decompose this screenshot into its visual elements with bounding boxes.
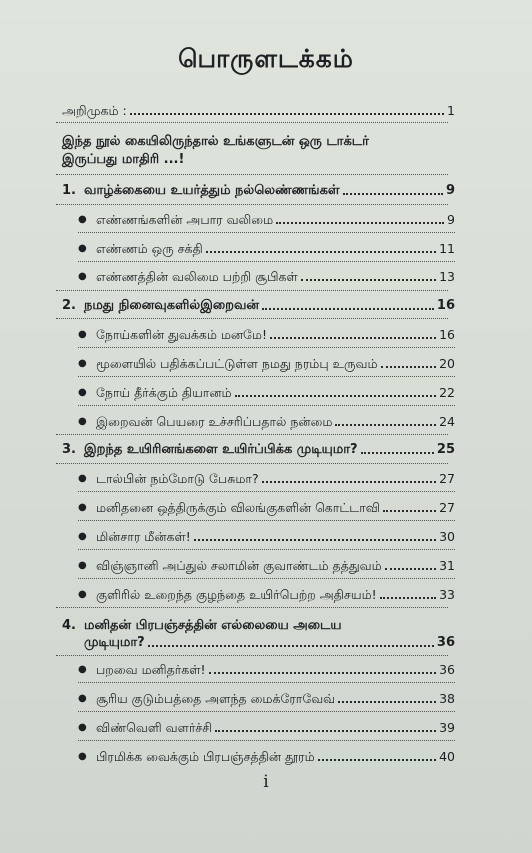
toc-subentry: [78, 529, 455, 545]
dot-leader: [361, 451, 434, 454]
toc-label: விஞ்ஞானி அப்துல் சலாமின் குவாண்டம் தத்துவம்: [96, 558, 382, 573]
section-divider: [56, 607, 448, 608]
page-title: பொருளடக்கம்: [178, 44, 354, 73]
toc-subentry: [78, 414, 455, 430]
toc-label: அறிமுகம் :: [62, 103, 127, 118]
dot-leader: [338, 700, 436, 703]
entry-divider: [78, 549, 455, 550]
entry-divider: [78, 711, 455, 712]
toc-page-number: 16: [439, 327, 455, 342]
chapter-title: மனிதன் பிரபஞ்சத்தின் எல்லையை அடைய: [84, 618, 342, 633]
section-divider: [56, 318, 448, 319]
toc-label: எண்ணங்களின் அபார வலிமை: [96, 212, 274, 227]
bullet-icon: ●: [78, 589, 87, 600]
intro-line-2: இருப்பது மாதிரி ...!: [62, 152, 185, 167]
entry-divider: [78, 682, 455, 683]
dot-leader: [385, 567, 436, 570]
chapter-title: வாழ்க்கையை உயர்த்தும் நல்லெண்ணங்கள்: [84, 183, 340, 198]
toc-label: பிரமிக்க வைக்கும் பிரபஞ்சத்தின் தூரம்: [96, 749, 315, 764]
toc-page-number: 38: [439, 691, 455, 706]
chapter-number: 4.: [62, 618, 76, 633]
toc-page-number: 40: [439, 749, 455, 764]
toc-page-number: 25: [436, 442, 455, 457]
section-divider: [56, 463, 448, 464]
toc-page-number: 24: [439, 414, 455, 429]
chapter-title: நமது நினைவுகளில்இறைவன்: [84, 298, 260, 313]
dot-leader: [335, 423, 436, 426]
toc-label: பறவை மனிதர்கள்!: [96, 662, 206, 677]
toc-page-number: 11: [439, 241, 455, 256]
toc-label: மனிதனை ஒத்திருக்கும் விலங்குகளின் கொட்டாவி: [96, 500, 380, 515]
entry-divider: [78, 405, 455, 406]
toc-page-number: 27: [439, 500, 455, 515]
toc-subentry: [78, 212, 455, 228]
dot-leader: [148, 644, 434, 647]
toc-label: சூரிய குடும்பத்தை அளந்த மைக்ரோவேவ்: [96, 691, 336, 706]
chapter-heading: [84, 635, 455, 651]
bullet-icon: ●: [78, 722, 87, 733]
entry-divider: [78, 520, 455, 521]
bullet-icon: ●: [78, 387, 87, 398]
toc-page-number: 31: [439, 558, 455, 573]
toc-page-number: 20: [439, 356, 455, 371]
bullet-icon: ●: [78, 271, 87, 282]
section-divider: [56, 174, 448, 175]
dot-leader: [215, 729, 436, 732]
dot-leader: [276, 221, 444, 224]
section-divider: [56, 434, 448, 435]
toc-subentry: [78, 662, 455, 678]
bullet-icon: ●: [78, 329, 87, 340]
toc-entry-preface: [62, 103, 455, 119]
bullet-icon: ●: [78, 473, 87, 484]
section-divider: [56, 204, 448, 205]
toc-label: எண்ணம் ஒரு சக்தி: [96, 241, 203, 256]
toc-page-number: 30: [439, 529, 455, 544]
entry-divider: [78, 261, 455, 262]
toc-subentry: [78, 558, 455, 574]
chapter-heading: [62, 442, 455, 458]
dot-leader: [383, 509, 436, 512]
toc-subentry: [78, 500, 455, 516]
toc-label: குளிரில் உறைந்த குழந்தை உயிர்பெற்ற அதிசயம்!: [96, 587, 377, 602]
toc-page-number: 36: [439, 662, 455, 677]
dot-leader: [235, 394, 437, 397]
bullet-icon: ●: [78, 502, 87, 513]
bullet-icon: ●: [78, 531, 87, 542]
bullet-icon: ●: [78, 243, 87, 254]
dot-leader: [194, 538, 436, 541]
entry-divider: [78, 740, 455, 741]
toc-subentry: [78, 691, 455, 707]
dot-leader: [209, 671, 437, 674]
section-divider: [56, 122, 448, 123]
section-divider: [56, 655, 448, 656]
toc-page-number: 16: [436, 298, 455, 313]
toc-subentry: [78, 749, 455, 765]
chapter-title: இறந்த உயிரினங்களை உயிர்ப்பிக்க முடியுமா?: [84, 442, 358, 457]
toc-subentry: [78, 720, 455, 736]
toc-label: விண்வெளி வளர்ச்சி: [96, 720, 213, 735]
toc-page-number: 22: [439, 385, 455, 400]
bullet-icon: ●: [78, 416, 87, 427]
toc-label: இறைவன் பெயரை உச்சரிப்பதால் நன்மை: [96, 414, 333, 429]
toc-subentry: [78, 241, 455, 257]
chapter-number: 2.: [62, 298, 76, 313]
bullet-icon: ●: [78, 560, 87, 571]
dot-leader: [262, 480, 437, 483]
entry-divider: [78, 578, 455, 579]
toc-page-number: 39: [439, 720, 455, 735]
chapter-title-continued: முடியுமா?: [84, 635, 145, 650]
bullet-icon: ●: [78, 664, 87, 675]
toc-page-number: 1: [447, 103, 455, 118]
toc-page-number: 9: [447, 212, 455, 227]
toc-page-number: 13: [439, 269, 455, 284]
toc-subentry: [78, 269, 455, 285]
toc-label: நோய்களின் துவக்கம் மனமே!: [96, 327, 268, 342]
dot-leader: [301, 278, 436, 281]
toc-page-number: 9: [445, 183, 455, 198]
bullet-icon: ●: [78, 358, 87, 369]
toc-label: எண்ணத்தின் வலிமை பற்றி சூபிகள்: [96, 269, 298, 284]
page-number-footer: i: [263, 772, 269, 792]
dot-leader: [380, 596, 436, 599]
toc-label: நோய் தீர்க்கும் தியானம்: [96, 385, 232, 400]
dot-leader: [206, 250, 436, 253]
chapter-number: 3.: [62, 442, 76, 457]
toc-label: மின்சார மீன்கள்!: [96, 529, 191, 544]
section-divider: [56, 290, 448, 291]
toc-page-number: 36: [436, 635, 455, 650]
toc-page-number: 27: [439, 471, 455, 486]
toc-subentry: [78, 385, 455, 401]
toc-subentry: [78, 587, 455, 603]
chapter-heading: [62, 298, 455, 314]
entry-divider: [78, 232, 455, 233]
bullet-icon: ●: [78, 214, 87, 225]
dot-leader: [318, 758, 436, 761]
entry-divider: [78, 376, 455, 377]
dot-leader: [262, 307, 434, 310]
dot-leader: [130, 112, 444, 115]
entry-divider: [78, 347, 455, 348]
toc-page-number: 33: [439, 587, 455, 602]
intro-line-1: இந்த நூல் கையிலிருந்தால் உங்களுடன் ஒரு டாக்டர்: [62, 134, 369, 149]
toc-label: மூளையில் பதிக்கப்பட்டுள்ள நமது நரம்பு உருவம்: [96, 356, 378, 371]
toc-subentry: [78, 356, 455, 372]
chapter-heading-line-1: [62, 618, 342, 634]
dot-leader: [381, 365, 437, 368]
dot-leader: [343, 192, 443, 195]
bullet-icon: ●: [78, 751, 87, 762]
bullet-icon: ●: [78, 693, 87, 704]
toc-subentry: [78, 471, 455, 487]
dot-leader: [270, 336, 436, 339]
chapter-heading: [62, 183, 455, 199]
entry-divider: [78, 491, 455, 492]
toc-subentry: [78, 327, 455, 343]
toc-label: டால்பின் நம்மோடு பேசுமா?: [96, 471, 259, 486]
chapter-number: 1.: [62, 183, 76, 198]
